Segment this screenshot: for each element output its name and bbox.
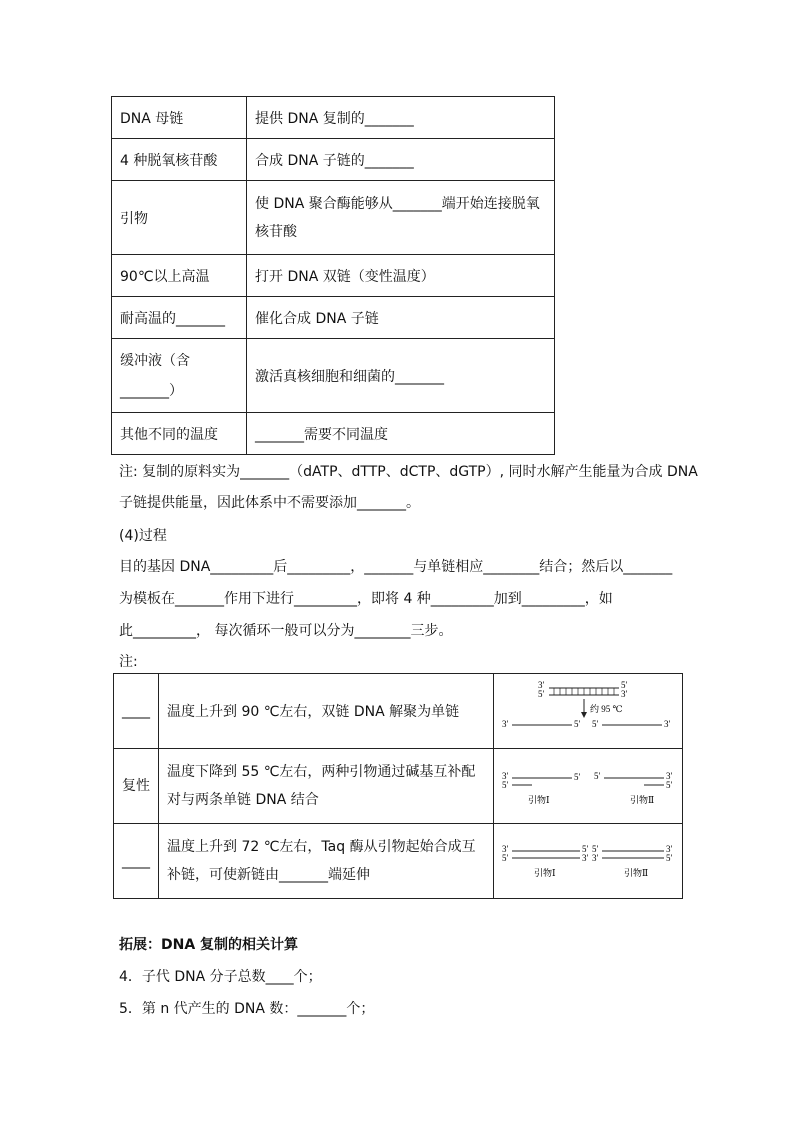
calc-line: 4．子代 DNA 分子总数____个； bbox=[119, 969, 322, 985]
label: 5′ bbox=[592, 844, 599, 854]
note-line: 子链提供能量，因此体系中不需要添加_______。 bbox=[119, 495, 420, 511]
label: 5′ bbox=[666, 853, 673, 863]
label: 5′ bbox=[538, 689, 545, 699]
primer-label: 引物Ⅰ bbox=[534, 868, 556, 878]
label: 5′ bbox=[582, 844, 589, 854]
pcr-steps-table bbox=[113, 673, 683, 899]
label: 5′ bbox=[574, 772, 581, 782]
label: 5′ bbox=[574, 719, 581, 729]
cell: 缓冲液（含_______） bbox=[112, 339, 247, 413]
primer-label: 引物Ⅱ bbox=[630, 795, 655, 805]
temp-label: 约 95 ℃ bbox=[590, 704, 623, 714]
arrow-head-icon bbox=[581, 712, 587, 718]
diagram-cell bbox=[494, 824, 683, 899]
desc-cell: 温度上升到 72 ℃左右，Taq 酶从引物起始合成互补链，可使新链由_______端延伸 bbox=[159, 824, 494, 899]
cell: 合成 DNA 子链的_______ bbox=[247, 139, 555, 181]
label: 3′ bbox=[621, 689, 628, 699]
cell: 其他不同的温度 bbox=[112, 413, 247, 455]
primer-label: 引物Ⅰ bbox=[528, 795, 550, 805]
cell: 4 种脱氧核苷酸 bbox=[112, 139, 247, 181]
label: 5′ bbox=[592, 719, 599, 729]
primer-label: 引物Ⅱ bbox=[624, 868, 649, 878]
section-heading: (4)过程 bbox=[119, 528, 167, 544]
label: 3′ bbox=[666, 771, 673, 781]
cell: 激活真核细胞和细菌的_______ bbox=[247, 339, 555, 413]
cell: 打开 DNA 双链（变性温度） bbox=[247, 255, 555, 297]
process-line: 此_________， 每次循环一般可以分为________三步。 bbox=[119, 623, 453, 639]
label: 3′ bbox=[502, 719, 509, 729]
denature-diagram bbox=[494, 674, 682, 744]
diagram-cell bbox=[494, 749, 683, 824]
base-pairs bbox=[554, 688, 614, 695]
extend-diagram bbox=[494, 824, 682, 894]
anneal-diagram bbox=[494, 749, 682, 819]
process-line: 目的基因 DNA_________后_________，_______与单链相应________结合；然后以_______ bbox=[119, 559, 673, 575]
label: 3′ bbox=[664, 719, 671, 729]
desc-cell: 温度下降到 55 ℃左右，两种引物通过碱基互补配对与两条单链 DNA 结合 bbox=[159, 749, 494, 824]
cell: DNA 母链 bbox=[112, 97, 247, 139]
process-line: 为模板在_______作用下进行_________，即将 4 种_________加到_________，如 bbox=[119, 591, 613, 607]
label: 3′ bbox=[666, 844, 673, 854]
label: 5′ bbox=[502, 780, 509, 790]
label: 3′ bbox=[502, 844, 509, 854]
cell: 耐高温的_______ bbox=[112, 297, 247, 339]
label: 3′ bbox=[502, 771, 509, 781]
label: 5′ bbox=[621, 680, 628, 690]
cell: 提供 DNA 复制的_______ bbox=[247, 97, 555, 139]
diagram-cell bbox=[494, 674, 683, 749]
calc-line: 5．第 n 代产生的 DNA 数：_______个； bbox=[119, 1001, 375, 1017]
label: 5′ bbox=[502, 853, 509, 863]
desc-cell: 温度上升到 90 ℃左右，双链 DNA 解聚为单链 bbox=[159, 674, 494, 749]
cell: 催化合成 DNA 子链 bbox=[247, 297, 555, 339]
cell: 使 DNA 聚合酶能够从_______端开始连接脱氧核苷酸 bbox=[247, 181, 555, 255]
label: 3′ bbox=[538, 680, 545, 690]
cell: _______需要不同温度 bbox=[247, 413, 555, 455]
label: 5′ bbox=[594, 771, 601, 781]
label: 5′ bbox=[666, 780, 673, 790]
label: 3′ bbox=[582, 853, 589, 863]
step-cell: ____ bbox=[114, 824, 159, 899]
cell: 引物 bbox=[112, 181, 247, 255]
note-line: 注: 复制的原料实为_______（dATP、dTTP、dCTP、dGTP）, 同时水解产生能量为合成 DNA bbox=[119, 464, 698, 480]
extension-title: 拓展：DNA 复制的相关计算 bbox=[119, 937, 299, 953]
label: 3′ bbox=[592, 853, 599, 863]
note-label: 注: bbox=[119, 654, 138, 670]
cell: 90℃以上高温 bbox=[112, 255, 247, 297]
step-cell: 复性 bbox=[114, 749, 159, 824]
step-cell: ____ bbox=[114, 674, 159, 749]
components-table bbox=[111, 96, 555, 455]
